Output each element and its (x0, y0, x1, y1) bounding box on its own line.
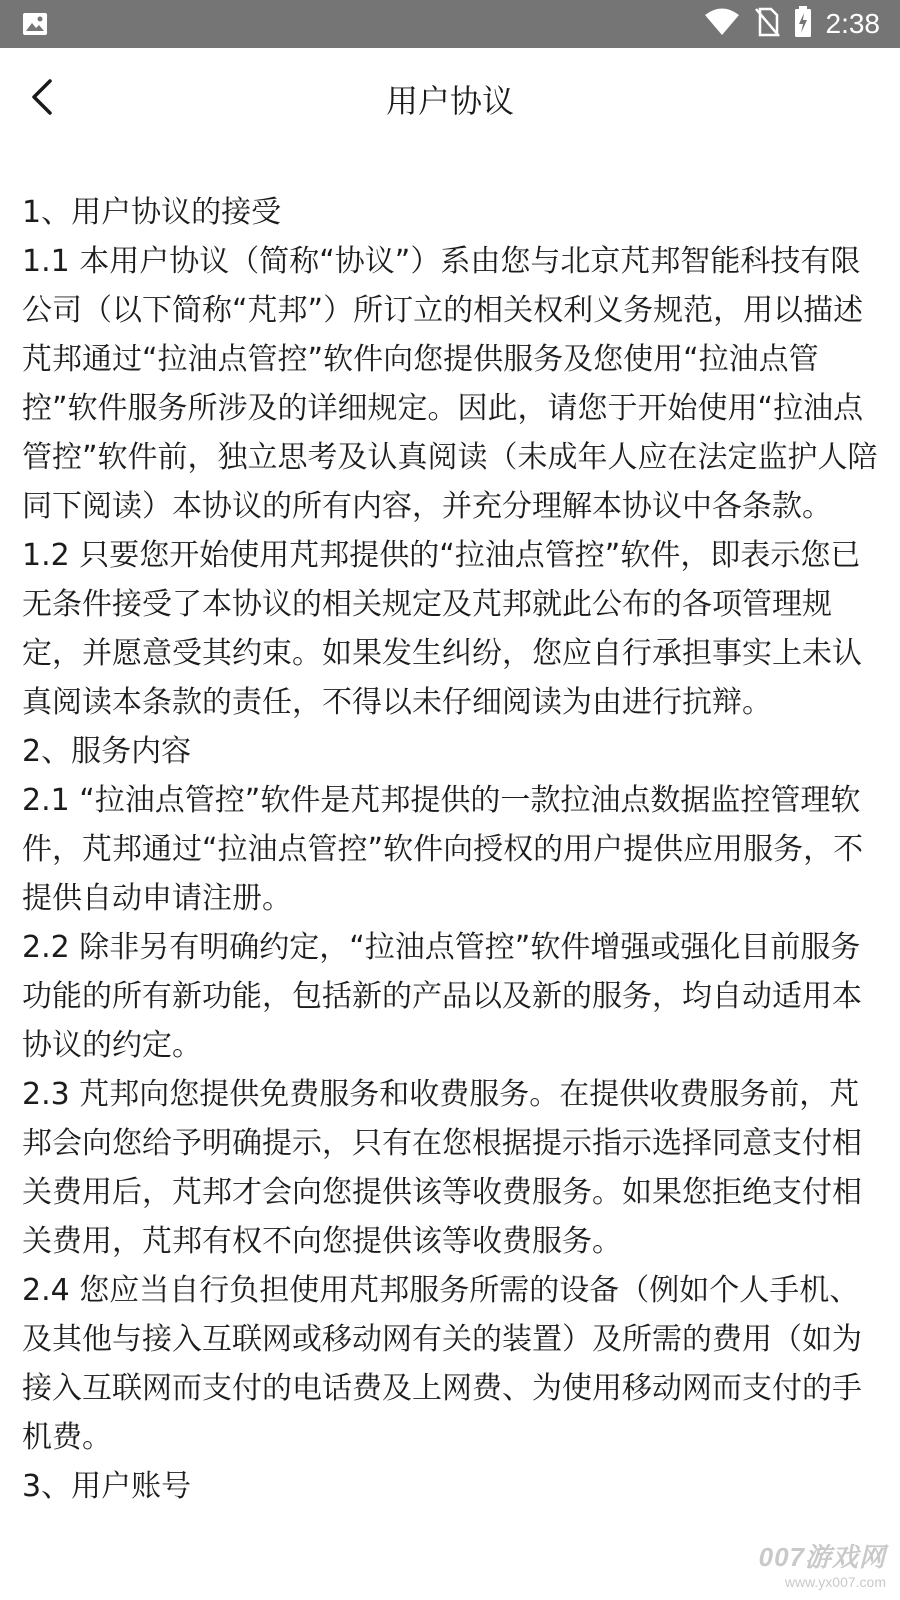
page-title: 用户协议 (385, 82, 514, 120)
wifi-icon (704, 8, 740, 40)
no-sim-icon (754, 7, 780, 41)
watermark-logo: 007游戏网 (758, 1542, 886, 1572)
watermark (759, 1537, 886, 1590)
status-time: 2:38 (825, 8, 880, 39)
paragraph: 2.2 除非另有明确约定，“拉油点管控”软件增强或强化目前服务功能的所有新功能，包括新的产品以及新的服务，均自动适用本协议的约定。 (22, 930, 862, 1063)
watermark-url: www.yx007.com (784, 1574, 886, 1590)
paragraph: 2.1 “拉油点管控”软件是芃邦提供的一款拉油点数据监控管理软件，芃邦通过“拉油点管控”软件向授权的用户提供应用服务，不提供自动申请注册。 (22, 783, 864, 916)
paragraph: 2.4 您应当自行负担使用芃邦服务所需的设备（例如个人手机、及其他与接入互联网或移动网有关的装置）及所需的费用（如为接入互联网而支付的电话费及上网费、为使用移动网而支付的手机费。 (22, 1273, 862, 1455)
image-icon (22, 12, 48, 40)
section-heading: 1、用户协议的接受 (22, 195, 282, 230)
paragraph: 1.1 本用户协议（简称“协议”）系由您与北京芃邦智能科技有限公司（以下简称“芃邦”）所订立的相关权利义务规范，用以描述芃邦通过“拉油点管控”软件向您提供服务及您使用“拉油点管控”软件服务所涉及的详细规定。因此，请您于开始使用“拉油点管控”软件前，独立思考及认真阅读（未成年人应在法定监护人陪同下阅读）本协议的所有内容，并充分理解本协议中各条款。 (22, 244, 878, 524)
paragraph: 2.3 芃邦向您提供免费服务和收费服务。在提供收费服务前，芃邦会向您给予明确提示，只有在您根据提示指示选择同意支付相关费用后，芃邦才会向您提供该等收费服务。如果您拒绝支付相关费用，芃邦有权不向您提供该等收费服务。 (22, 1077, 862, 1259)
app-bar (0, 48, 900, 146)
paragraph: 1.2 只要您开始使用芃邦提供的“拉油点管控”软件，即表示您已无条件接受了本协议的相关规定及芃邦就此公布的各项管理规定，并愿意受其约束。如果发生纠纷，您应自行承担事实上未认真阅读本条款的责任，不得以未仔细阅读为由进行抗辩。 (22, 538, 862, 720)
section-heading: 2、服务内容 (22, 734, 192, 769)
battery-charging-icon (794, 6, 812, 42)
section-heading: 3、用户账号 (22, 1469, 192, 1504)
agreement-text (22, 188, 878, 1511)
status-bar (0, 0, 900, 48)
